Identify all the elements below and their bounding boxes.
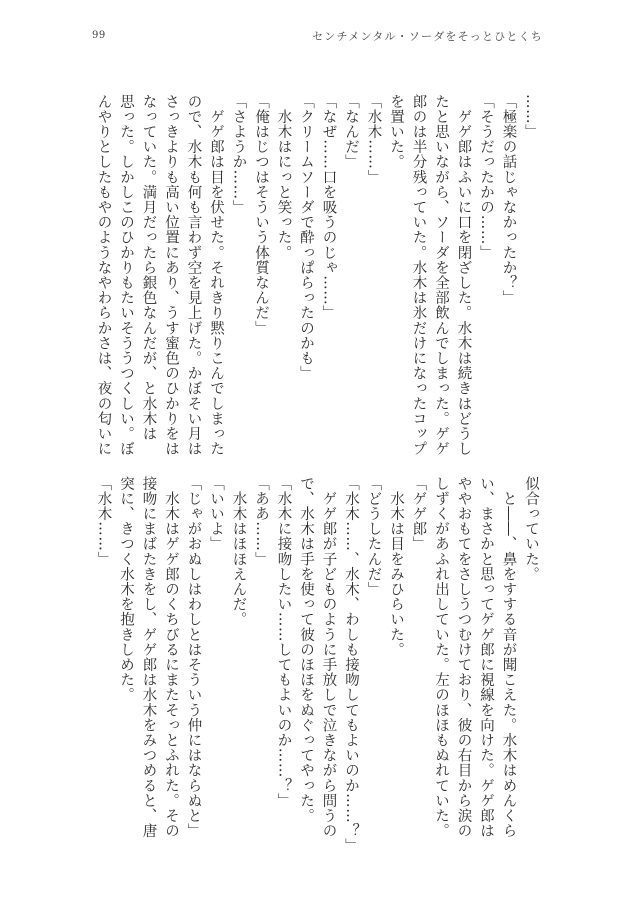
text-line: 接吻にまばたきをし、ゲゲ郎は水木をみつめると、唐: [140, 476, 157, 839]
text-line: 水木はゲゲ郎のくちびるにまたそっとふれた。その: [163, 476, 179, 839]
text-line: 「じゃがおぬしはわしとはそういう仲にはならぬと」: [185, 476, 202, 839]
text-line: 「クリームソーダで酔っぱらったのかも」: [298, 94, 314, 381]
text-line: 水木は目をみひらいた。: [388, 476, 404, 658]
text-line: んやりとしたもやのようなやわらかさは、夜の匂いに: [95, 94, 112, 457]
text-line: 水木はほほえんだ。: [230, 476, 247, 627]
text-line: 「俺はじつはそういう体質なんだ」: [253, 94, 269, 336]
upper-text-block: [92, 94, 542, 457]
text-line: ……」: [523, 94, 539, 140]
lower-text-block: [92, 476, 542, 854]
text-line: 思った。しかしこのひかりもたいそううつくしい。ぼ: [118, 94, 134, 457]
text-line: 「ゲゲ郎」: [410, 476, 427, 552]
text-line: 「なぜ……口を吸うのじゃ……」: [320, 94, 337, 321]
text-line: 水木はにっと笑った。: [275, 94, 292, 261]
text-line: ゲゲ郎は目を伏せた。それきり黙りこんでしまった: [208, 94, 224, 457]
text-line: 「水木……、水木、わしも接吻してもよいのか……？」: [343, 476, 359, 854]
text-line: 「いいよ」: [208, 476, 224, 552]
text-line: 「さようか……」: [230, 94, 247, 215]
text-line: 「そうだったかの……」: [478, 94, 494, 261]
text-line: しずくがあふれ出していた。左のほほもぬれていた。: [433, 476, 449, 839]
text-line: ややおもてをさしうつむけており、彼の右目から涙の: [455, 476, 472, 839]
text-line: ゲゲ郎が子どものように手放しで泣きながら問うの: [320, 476, 337, 839]
text-line: で、水木は手を使って彼のほほをぬぐってやった。: [298, 476, 314, 824]
text-line: 「なんだ」: [343, 94, 359, 170]
text-line: 突に、きつく水木を抱きしめた。: [118, 476, 134, 703]
text-line: 郎のは半分残っていた。水木は氷だけになったコップ: [410, 94, 427, 457]
text-line: を置いた。: [388, 94, 404, 170]
text-line: ので、水木も何も言わず空を見上げた。かぼそい月は: [185, 94, 202, 457]
page-number: 99: [92, 30, 106, 41]
text-line: 「水木に接吻したい……してもよいのか……？」: [275, 476, 292, 809]
text-line: 「どうしたんだ」: [365, 476, 382, 597]
text-line: い、まさかと思ってゲゲ郎に視線を向けた。ゲゲ郎は: [478, 476, 494, 839]
text-line: なっていた。満月だったら銀色なんだが、と水木は: [140, 94, 157, 442]
text-line: ゲゲ郎はふいに口を閉ざした。水木は続きはどうし: [455, 94, 472, 457]
text-line: 似合っていた。: [523, 476, 539, 582]
text-line: 「水木……」: [365, 94, 382, 185]
running-title: センチメンタル・ソーダをそっとひとくち: [312, 30, 543, 43]
text-line: 「水木……」: [95, 476, 112, 567]
text-line: 「極楽の話じゃなかったか？」: [500, 94, 517, 306]
text-line: たと思いながら、ソーダを全部飲んでしまった。ゲゲ: [433, 94, 449, 457]
text-line: さっきよりも高い位置にあり、うす蜜色のひかりをは: [163, 94, 179, 457]
text-line: と――、鼻をすする音が聞こえた。水木はめんくら: [500, 476, 517, 839]
text-line: 「ああ……」: [253, 476, 269, 567]
